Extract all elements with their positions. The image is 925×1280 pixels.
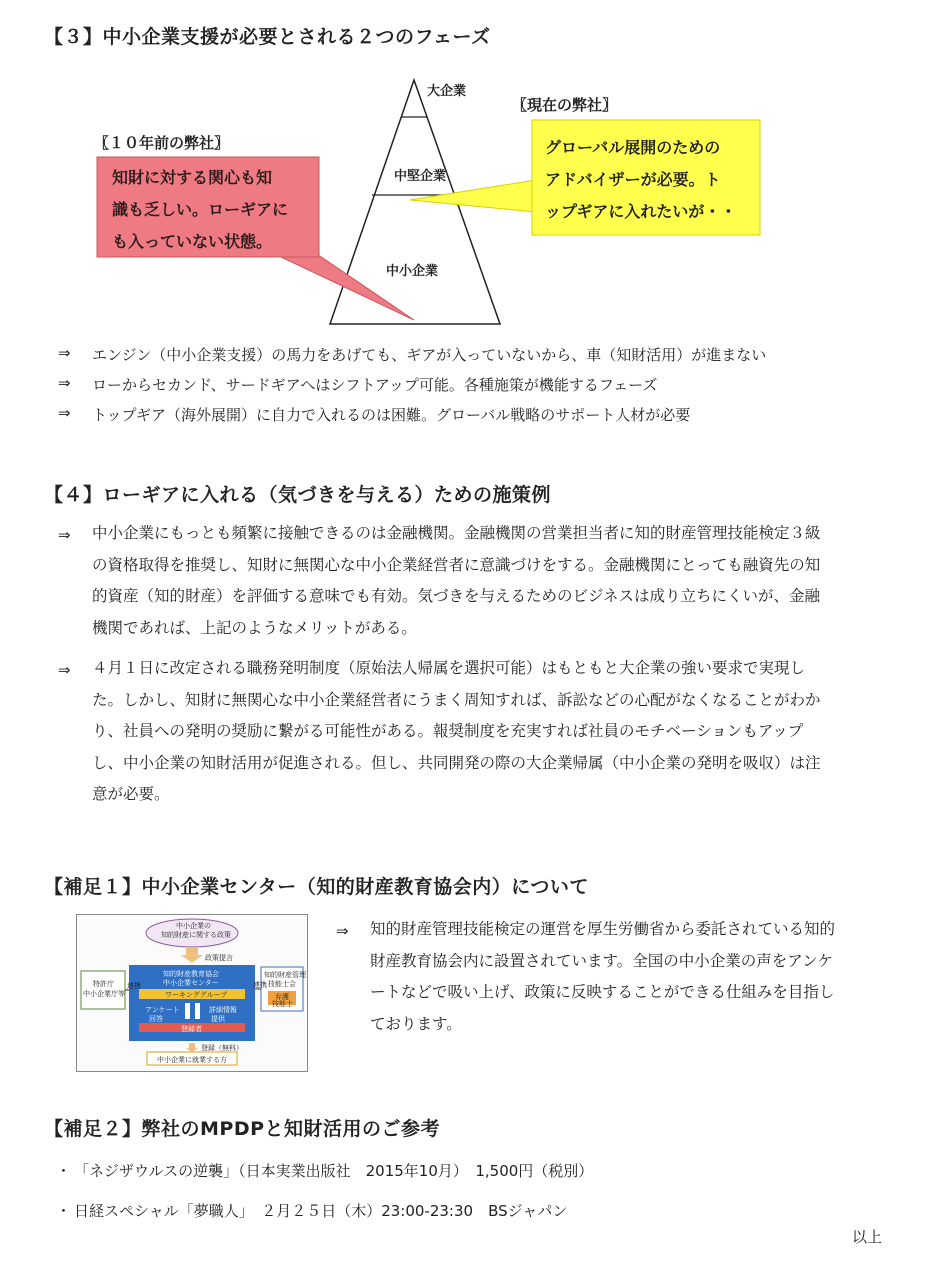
paragraph-line: の資格取得を推奨し、知財に無関心な中小企業経営者に意識づけをする。金融機関にとっても融資先の知 (92, 555, 821, 574)
diagram-right-link: 連携 (253, 981, 267, 989)
paragraph-line: ートなどで吸い上げ、政策に反映することができる仕組みを目指し (370, 983, 835, 1001)
diagram-right-box-sub: 弁護 (275, 993, 289, 1001)
pyramid-label-small: 中小企業 (386, 264, 439, 279)
right-callout-line: アドバイザーが必要。ト (545, 170, 721, 189)
diagram-top-note: 政策提言 (205, 954, 233, 962)
bullet-dot: ・ (56, 1162, 72, 1180)
arrow-icon: ⇒ (58, 661, 71, 679)
supplement-1-heading: 【補足１】中小企業センター（知的財産教育協会内）について (44, 876, 589, 898)
section-3-heading: 【３】中小企業支援が必要とされる２つのフェーズ (44, 26, 491, 48)
left-callout-label: 〖１０年前の弊社〗 (94, 134, 230, 152)
sec4-paragraph-2 (92, 653, 821, 811)
diagram-registrant: 登録者 (181, 1025, 202, 1033)
paragraph-line: り、社員への発明の奨励に繋がる可能性がある。報奨制度を充実すれば社員のモチベーションもアップ (92, 722, 804, 740)
paragraph-line: ４月１日に改定される職務発明制度（原始法人帰属を選択可能）はもともと大企業の強い要求で実現し (92, 659, 806, 677)
paragraph-line: 知的財産管理技能検定の運営を厚生労働省から委託されている知的 (370, 920, 836, 938)
diagram-left-box-line: 中小企業庁等 (83, 990, 125, 998)
left-callout-text (112, 162, 288, 258)
arrow-icon: ⇒ (58, 374, 71, 392)
sec3-bullet-1: エンジン（中小企業支援）の馬力をあげても、ギアが入っていないから、車（知財活用）が進まない (92, 346, 767, 364)
diagram-oval-line: 知的財産に関する政策 (161, 931, 231, 939)
reference-book: 「ネジザウルスの逆襲」（日本実業出版社 2015年10月） 1,500円（税別） (74, 1162, 594, 1180)
diagram-right-note: 詳細情報 (209, 1006, 237, 1014)
paragraph-line: た。しかし、知財に無関心な中小企業経営者にうまく周知すれば、訴訟などの心配がなくなることがわか (92, 690, 821, 709)
diagram-right-box-title: 技能士会 (268, 980, 296, 988)
supplement-1-text (370, 914, 835, 1040)
left-callout-line: 識も乏しい。ローギアに (112, 200, 289, 219)
arrow-icon: ⇒ (58, 344, 71, 362)
pyramid-label-mid: 中堅企業 (394, 169, 447, 184)
arrow-icon: ⇒ (58, 404, 71, 422)
bullet-dot: ・ (56, 1202, 72, 1220)
left-callout-line: 知財に対する関心も知 (112, 168, 273, 187)
diagram-right-box-title: 知的財産管理 (264, 971, 306, 979)
diagram-oval-line: 中小企業の (176, 922, 211, 930)
diagram-center-title: 知的財産教育協会 (163, 970, 219, 978)
paragraph-line: ております。 (370, 1014, 462, 1033)
diagram-left-link: 連携 (127, 982, 141, 990)
paragraph-line: 機関であれば、上記のようなメリットがある。 (92, 618, 417, 637)
left-callout-line: も入っていない状態。 (112, 232, 273, 251)
diagram-working-group: ワーキンググループ (165, 991, 228, 999)
right-callout-text (545, 132, 736, 228)
diagram-left-note: 回答 (149, 1015, 163, 1023)
closing-text: 以上 (852, 1228, 883, 1246)
diagram-center-title: 中小企業センター (163, 979, 219, 987)
section-4-heading: 【４】ローギアに入れる（気づきを与える）ための施策例 (44, 484, 552, 506)
supplement-2-heading: 【補足２】弊社のMPDPと知財活用のご参考 (44, 1118, 441, 1140)
diagram-left-note: アンケート (145, 1006, 180, 1014)
right-callout-line: ップギアに入れたいが・・ (545, 202, 737, 221)
paragraph-line: 中小企業にもっとも頻繁に接触できるのは金融機関。金融機関の営業担当者に知的財産管理技能検定３級 (92, 524, 821, 542)
sec4-paragraph-1 (92, 518, 821, 644)
arrow-icon: ⇒ (58, 526, 71, 544)
paragraph-line: 的資産（知的財産）を評価する意味でも有効。気づきを与えるためのビジネスは成り立ちにくいが、金融 (92, 587, 821, 605)
paragraph-line: し、中小企業の知財活用が促進される。但し、共同開発の際の大企業帰属（中小企業の発明を吸収）は注 (92, 753, 821, 772)
paragraph-line: 財産教育協会内に設置されています。全国の中小企業の声をアンケ (370, 951, 833, 970)
diagram-bottom-note: 登録（無料） (201, 1044, 243, 1052)
pyramid-label-large: 大企業 (427, 84, 467, 99)
diagram-right-note: 提供 (211, 1015, 225, 1023)
diagram-bottom-box: 中小企業に就業する方 (157, 1056, 227, 1064)
sec3-bullet-2: ローからセカンド、サードギアへはシフトアップ可能。各種施策が機能するフェーズ (92, 376, 658, 394)
reference-tv: 日経スペシャル「夢職人」 ２月２５日（木）23:00-23:30 BSジャパン (74, 1202, 568, 1220)
diagram-right-box-sub: 技能士 (272, 1000, 293, 1008)
paragraph-line: 意が必要。 (92, 785, 170, 803)
right-callout-line: グローバル展開のための (545, 138, 721, 157)
center-diagram (76, 914, 308, 1072)
arrow-icon: ⇒ (336, 922, 349, 940)
sec3-bullet-3: トップギア（海外展開）に自力で入れるのは困難。グローバル戦略のサポート人材が必要 (92, 406, 691, 424)
diagram-left-box-line: 特許庁 (93, 980, 114, 988)
right-callout-label: 〖現在の弊社〗 (512, 96, 618, 114)
